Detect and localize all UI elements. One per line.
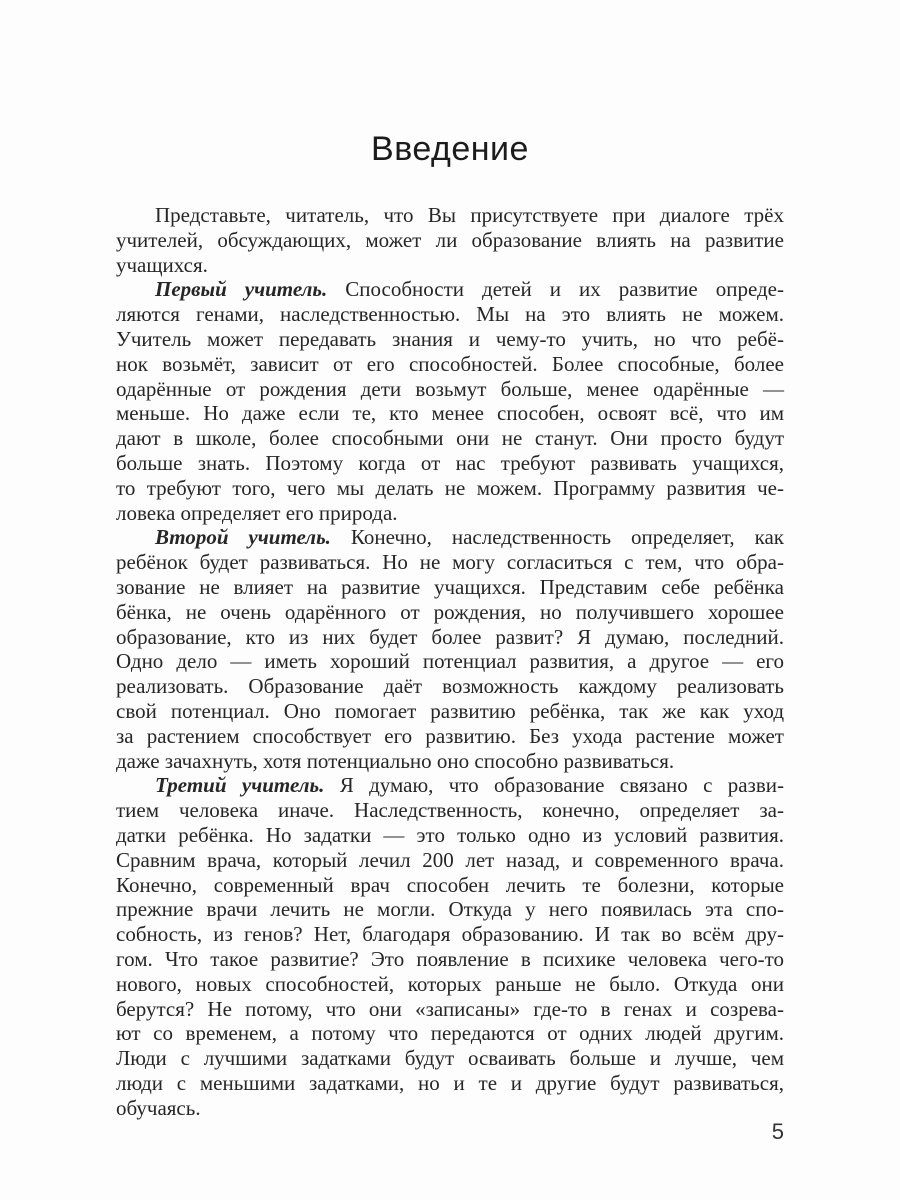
text-line: учителей, обсуждающих, может ли образование влиять на развитие	[116, 227, 784, 252]
text-line: Одно дело — иметь хороший потенциал развития, а другое — его	[116, 649, 784, 674]
text-line: ребёнок будет развиваться. Но не могу согласиться с тем, что обра-	[116, 550, 784, 575]
text-line: реализовать. Образование даёт возможность каждому реализовать	[116, 674, 784, 699]
speaker-label: Первый учитель.	[155, 277, 328, 302]
text-line: дают в школе, более способными они не станут. Они просто будут	[116, 426, 784, 451]
text-line: Второй учитель. Конечно, наследственность определяет, как	[155, 525, 784, 550]
text-line: меньше. Но даже если те, кто менее способен, освоят всё, что им	[116, 401, 784, 426]
text-line: берутся? Не потому, что они «записаны» где-то в генах и созрева-	[116, 996, 784, 1021]
text-line: собность, из генов? Нет, благодаря образованию. И так во всём дру-	[116, 922, 784, 947]
text-line: прежние врачи лечить не могли. Откуда у него появилась эта спо-	[116, 897, 784, 922]
speaker-label: Третий учитель.	[155, 773, 325, 798]
text-line: Учитель может передавать знания и чему-то учить, но что ребё-	[116, 326, 784, 351]
text-line: ют со временем, а потому что передаются от одних людей другим.	[116, 1021, 784, 1046]
text-line: даже зачахнуть, хотя потенциально оно способно развиваться.	[116, 748, 675, 773]
text-line: датки ребёнка. Но задатки — это только одно из условий развития.	[116, 822, 784, 847]
text-line: зование не влияет на развитие учащихся. Представим себе ребёнка	[116, 574, 784, 599]
text-line: Третий учитель. Я думаю, что образование связано с разви-	[155, 773, 785, 798]
text-line: Конечно, современный врач способен лечить те болезни, которые	[116, 872, 784, 897]
text-line: ловека определяет его природа.	[116, 500, 398, 525]
text-line: бёнка, не очень одарённого от рождения, но получившего хорошее	[116, 599, 784, 624]
page-title: Введение	[371, 130, 529, 168]
text-line: обучаясь.	[116, 1095, 201, 1120]
text-line: за растением способствует его развитию. Без ухода растение может	[116, 723, 784, 748]
speaker-label: Второй учитель.	[155, 525, 331, 550]
text-line: Представьте, читатель, что Вы присутствуете при диалоге трёх	[155, 203, 784, 227]
text-line: больше знать. Поэтому когда от нас требуют развивать учащихся,	[116, 450, 784, 475]
text-line: гом. Что такое развитие? Это появление в психике человека чего-то	[116, 946, 784, 971]
text-line: Люди с лучшими задатками будут осваивать больше и лучше, чем	[116, 1046, 784, 1071]
text-line: нок возьмёт, зависит от его способностей. Более способные, более	[116, 351, 784, 376]
text-line: образование, кто из них будет более развит? Я думаю, последний.	[116, 624, 784, 649]
text-line: нового, новых способностей, которых раньше не было. Откуда они	[116, 971, 784, 996]
text-line: одарённые от рождения дети возьмут больше, менее одарённые —	[116, 376, 784, 401]
text-line: то требуют того, чего мы делать не можем. Программу развития че-	[116, 475, 784, 500]
text-line: свой потенциал. Оно помогает развитию ребёнка, так же как уход	[116, 698, 784, 723]
text-block	[116, 203, 784, 1120]
text-line: тием человека иначе. Наследственность, конечно, определяет за-	[116, 798, 784, 823]
text-line: люди с меньшими задатками, но и те и другие будут развиваться,	[116, 1070, 784, 1095]
text-line: Первый учитель. Способности детей и их развитие опреде-	[155, 277, 784, 302]
text-line: Сравним врача, который лечил 200 лет назад, и современного врача.	[116, 847, 784, 872]
page-number: 5	[771, 1119, 784, 1144]
text-line: ляются генами, наследственностью. Мы на это влиять не можем.	[116, 302, 784, 327]
text-line: учащихся.	[116, 252, 208, 277]
